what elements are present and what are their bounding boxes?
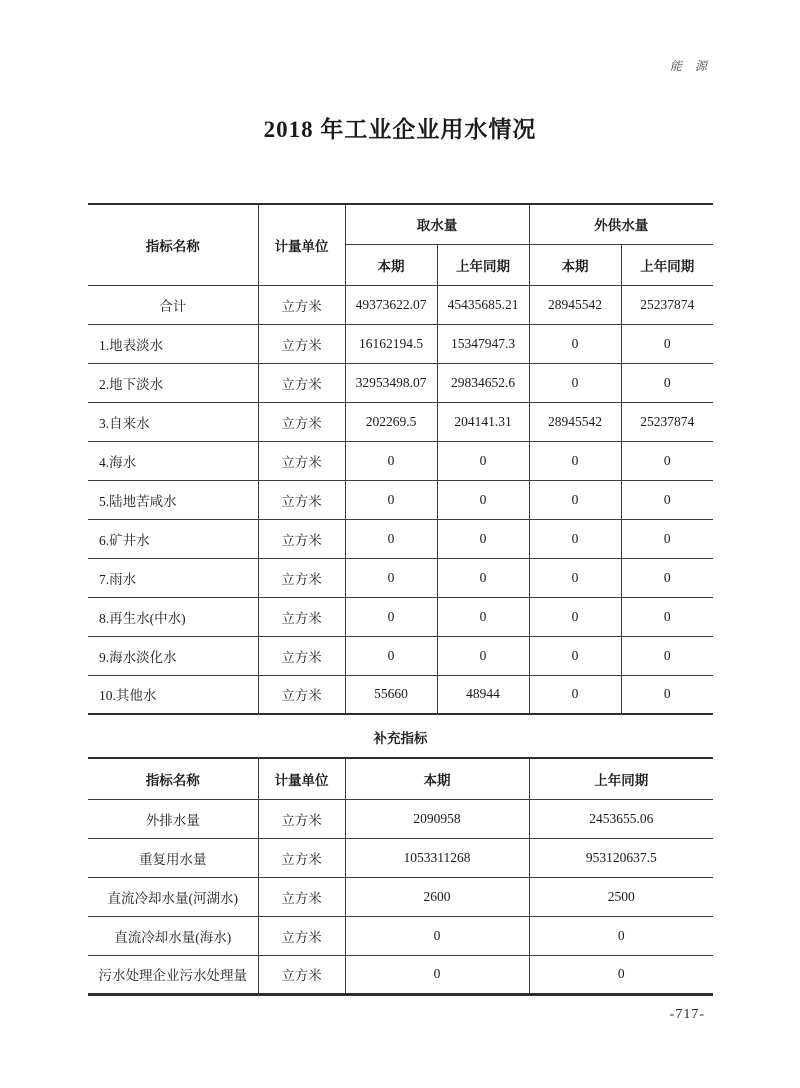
unit-cell: 立方米 <box>258 441 345 480</box>
table-row <box>88 402 713 441</box>
value-cell: 0 <box>437 597 529 636</box>
indicator-name-cell: 9.海水淡化水 <box>88 636 258 675</box>
value-cell: 25237874 <box>621 285 713 324</box>
value-cell: 0 <box>529 519 621 558</box>
unit-cell: 立方米 <box>258 402 345 441</box>
value-cell: 0 <box>621 597 713 636</box>
table-row <box>88 675 713 714</box>
value-cell: 0 <box>621 519 713 558</box>
value-cell: 0 <box>437 636 529 675</box>
value-cell: 1053311268 <box>345 838 529 877</box>
value-cell: 0 <box>437 519 529 558</box>
unit-cell: 立方米 <box>258 519 345 558</box>
indicator-name-cell: 6.矿井水 <box>88 519 258 558</box>
value-cell: 0 <box>345 441 437 480</box>
unit-cell: 立方米 <box>258 363 345 402</box>
unit-cell: 立方米 <box>258 636 345 675</box>
value-cell: 0 <box>345 916 529 955</box>
value-cell: 0 <box>345 597 437 636</box>
col-header-intake-current: 本期 <box>345 244 437 285</box>
table-row <box>88 285 713 324</box>
table-row <box>88 441 713 480</box>
unit-cell: 立方米 <box>258 877 345 916</box>
supplementary-indicators-table <box>88 757 713 996</box>
indicator-name-cell: 4.海水 <box>88 441 258 480</box>
value-cell: 0 <box>437 558 529 597</box>
table-row <box>88 916 713 955</box>
col-group-external-supply: 外供水量 <box>529 204 713 244</box>
value-cell: 0 <box>529 363 621 402</box>
value-cell: 202269.5 <box>345 402 437 441</box>
value-cell: 0 <box>529 441 621 480</box>
value-cell: 2090958 <box>345 799 529 838</box>
value-cell: 0 <box>345 558 437 597</box>
value-cell: 2500 <box>529 877 713 916</box>
col-header-unit: 计量单位 <box>258 204 345 285</box>
value-cell: 32953498.07 <box>345 363 437 402</box>
value-cell: 0 <box>529 916 713 955</box>
value-cell: 29834652.6 <box>437 363 529 402</box>
value-cell: 0 <box>437 480 529 519</box>
indicator-name-cell: 10.其他水 <box>88 675 258 714</box>
table-row <box>88 363 713 402</box>
indicator-name-cell: 1.地表淡水 <box>88 324 258 363</box>
table-row <box>88 597 713 636</box>
indicator-name-cell: 5.陆地苦咸水 <box>88 480 258 519</box>
value-cell: 0 <box>529 955 713 994</box>
indicator-name-cell: 外排水量 <box>88 799 258 838</box>
value-cell: 0 <box>529 597 621 636</box>
value-cell: 48944 <box>437 675 529 714</box>
col-header-intake-prior: 上年同期 <box>437 244 529 285</box>
water-intake-table <box>88 203 713 715</box>
value-cell: 15347947.3 <box>437 324 529 363</box>
table-row <box>88 480 713 519</box>
indicator-name-cell: 重复用水量 <box>88 838 258 877</box>
table-row <box>88 838 713 877</box>
value-cell: 55660 <box>345 675 437 714</box>
unit-cell: 立方米 <box>258 916 345 955</box>
value-cell: 45435685.21 <box>437 285 529 324</box>
value-cell: 0 <box>345 636 437 675</box>
indicator-name-cell: 2.地下淡水 <box>88 363 258 402</box>
col-header-unit: 计量单位 <box>258 758 345 799</box>
col-header-supply-current: 本期 <box>529 244 621 285</box>
value-cell: 0 <box>621 363 713 402</box>
value-cell: 0 <box>529 675 621 714</box>
unit-cell: 立方米 <box>258 285 345 324</box>
value-cell: 0 <box>621 324 713 363</box>
indicator-name-cell: 8.再生水(中水) <box>88 597 258 636</box>
table-row <box>88 519 713 558</box>
value-cell: 49373622.07 <box>345 285 437 324</box>
table-row <box>88 558 713 597</box>
indicator-name-cell: 3.自来水 <box>88 402 258 441</box>
col-header-indicator: 指标名称 <box>88 204 258 285</box>
col-group-water-intake: 取水量 <box>345 204 529 244</box>
value-cell: 0 <box>345 955 529 994</box>
value-cell: 0 <box>529 558 621 597</box>
value-cell: 16162194.5 <box>345 324 437 363</box>
value-cell: 28945542 <box>529 285 621 324</box>
value-cell: 0 <box>621 441 713 480</box>
table-row <box>88 636 713 675</box>
table-row <box>88 324 713 363</box>
table-header-row <box>88 758 713 799</box>
value-cell: 0 <box>621 558 713 597</box>
page-title: 2018 年工业企业用水情况 <box>263 117 537 142</box>
value-cell: 0 <box>621 636 713 675</box>
unit-cell: 立方米 <box>258 799 345 838</box>
value-cell: 2453655.06 <box>529 799 713 838</box>
unit-cell: 立方米 <box>258 480 345 519</box>
unit-cell: 立方米 <box>258 324 345 363</box>
unit-cell: 立方米 <box>258 558 345 597</box>
col-header-prior: 上年同期 <box>529 758 713 799</box>
indicator-name-cell: 直流冷却水量(海水) <box>88 916 258 955</box>
supplementary-section-title: 补充指标 <box>373 731 428 746</box>
value-cell: 0 <box>529 636 621 675</box>
unit-cell: 立方米 <box>258 955 345 994</box>
value-cell: 0 <box>621 675 713 714</box>
unit-cell: 立方米 <box>258 675 345 714</box>
value-cell: 25237874 <box>621 402 713 441</box>
indicator-name-cell: 7.雨水 <box>88 558 258 597</box>
col-header-current: 本期 <box>345 758 529 799</box>
col-header-supply-prior: 上年同期 <box>621 244 713 285</box>
value-cell: 953120637.5 <box>529 838 713 877</box>
indicator-name-cell: 合计 <box>88 285 258 324</box>
col-header-indicator: 指标名称 <box>88 758 258 799</box>
table-row <box>88 877 713 916</box>
page-number: -717- <box>669 1007 705 1022</box>
value-cell: 0 <box>529 480 621 519</box>
unit-cell: 立方米 <box>258 838 345 877</box>
table-row <box>88 799 713 838</box>
indicator-name-cell: 直流冷却水量(河湖水) <box>88 877 258 916</box>
value-cell: 2600 <box>345 877 529 916</box>
unit-cell: 立方米 <box>258 597 345 636</box>
value-cell: 0 <box>345 480 437 519</box>
value-cell: 0 <box>345 519 437 558</box>
value-cell: 28945542 <box>529 402 621 441</box>
indicator-name-cell: 污水处理企业污水处理量 <box>88 955 258 994</box>
value-cell: 0 <box>621 480 713 519</box>
chapter-corner-label: 能 源 <box>669 59 712 73</box>
value-cell: 204141.31 <box>437 402 529 441</box>
table-row <box>88 955 713 994</box>
table-header-row <box>88 204 713 244</box>
value-cell: 0 <box>529 324 621 363</box>
value-cell: 0 <box>437 441 529 480</box>
